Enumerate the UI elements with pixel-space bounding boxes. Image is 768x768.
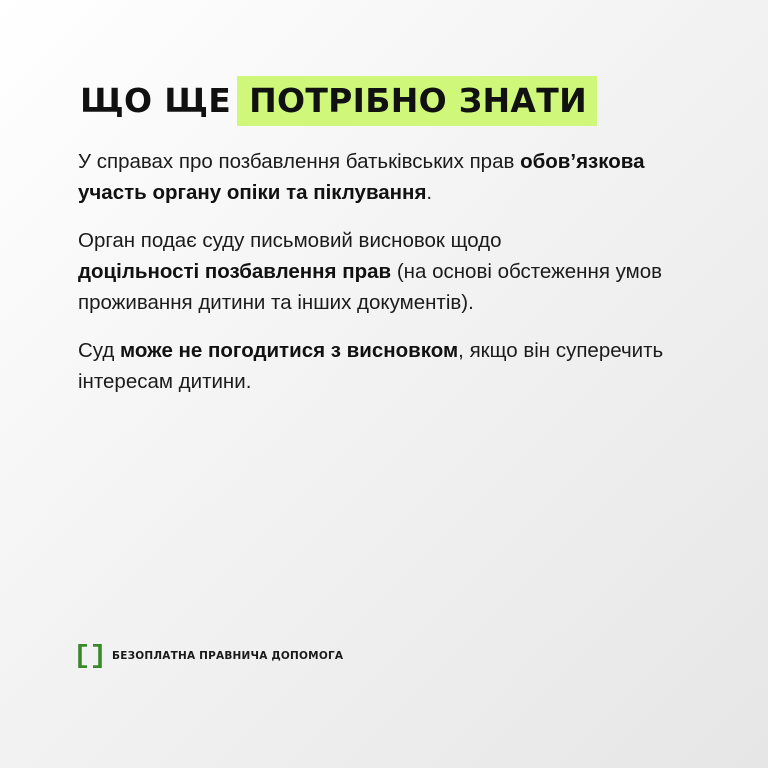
text-segment: . xyxy=(426,181,433,204)
body-text xyxy=(78,146,718,414)
text-segment: , якщо він суперечить інтересам дитини. xyxy=(78,339,664,393)
paragraph-3 xyxy=(78,335,718,397)
text-segment: Суд xyxy=(78,339,121,362)
page-title xyxy=(80,76,597,126)
footer-brand xyxy=(78,644,343,668)
text-segment: Орган подає суду письмовий висновок щодо xyxy=(78,229,502,252)
paragraph-2 xyxy=(78,225,718,318)
bracket-logo-icon xyxy=(78,644,102,668)
text-segment: (на основі обстеження умов проживання дитини та інших документів). xyxy=(78,260,663,314)
org-name: БЕЗОПЛАТНА ПРАВНИЧА ДОПОМОГА xyxy=(112,650,344,662)
text-segment: У справах про позбавлення батьківських прав xyxy=(78,150,521,173)
title-plain: ЩО ЩЕ xyxy=(80,81,232,120)
text-segment-bold: доцільності позбавлення прав xyxy=(78,260,392,283)
text-segment-bold: обов’язкова участь органу опіки та піклування xyxy=(78,150,645,204)
text-segment-bold: може не погодитися з висновком xyxy=(120,339,459,362)
paragraph-1 xyxy=(78,146,718,208)
title-highlight: ПОТРІБНО ЗНАТИ xyxy=(237,76,597,126)
